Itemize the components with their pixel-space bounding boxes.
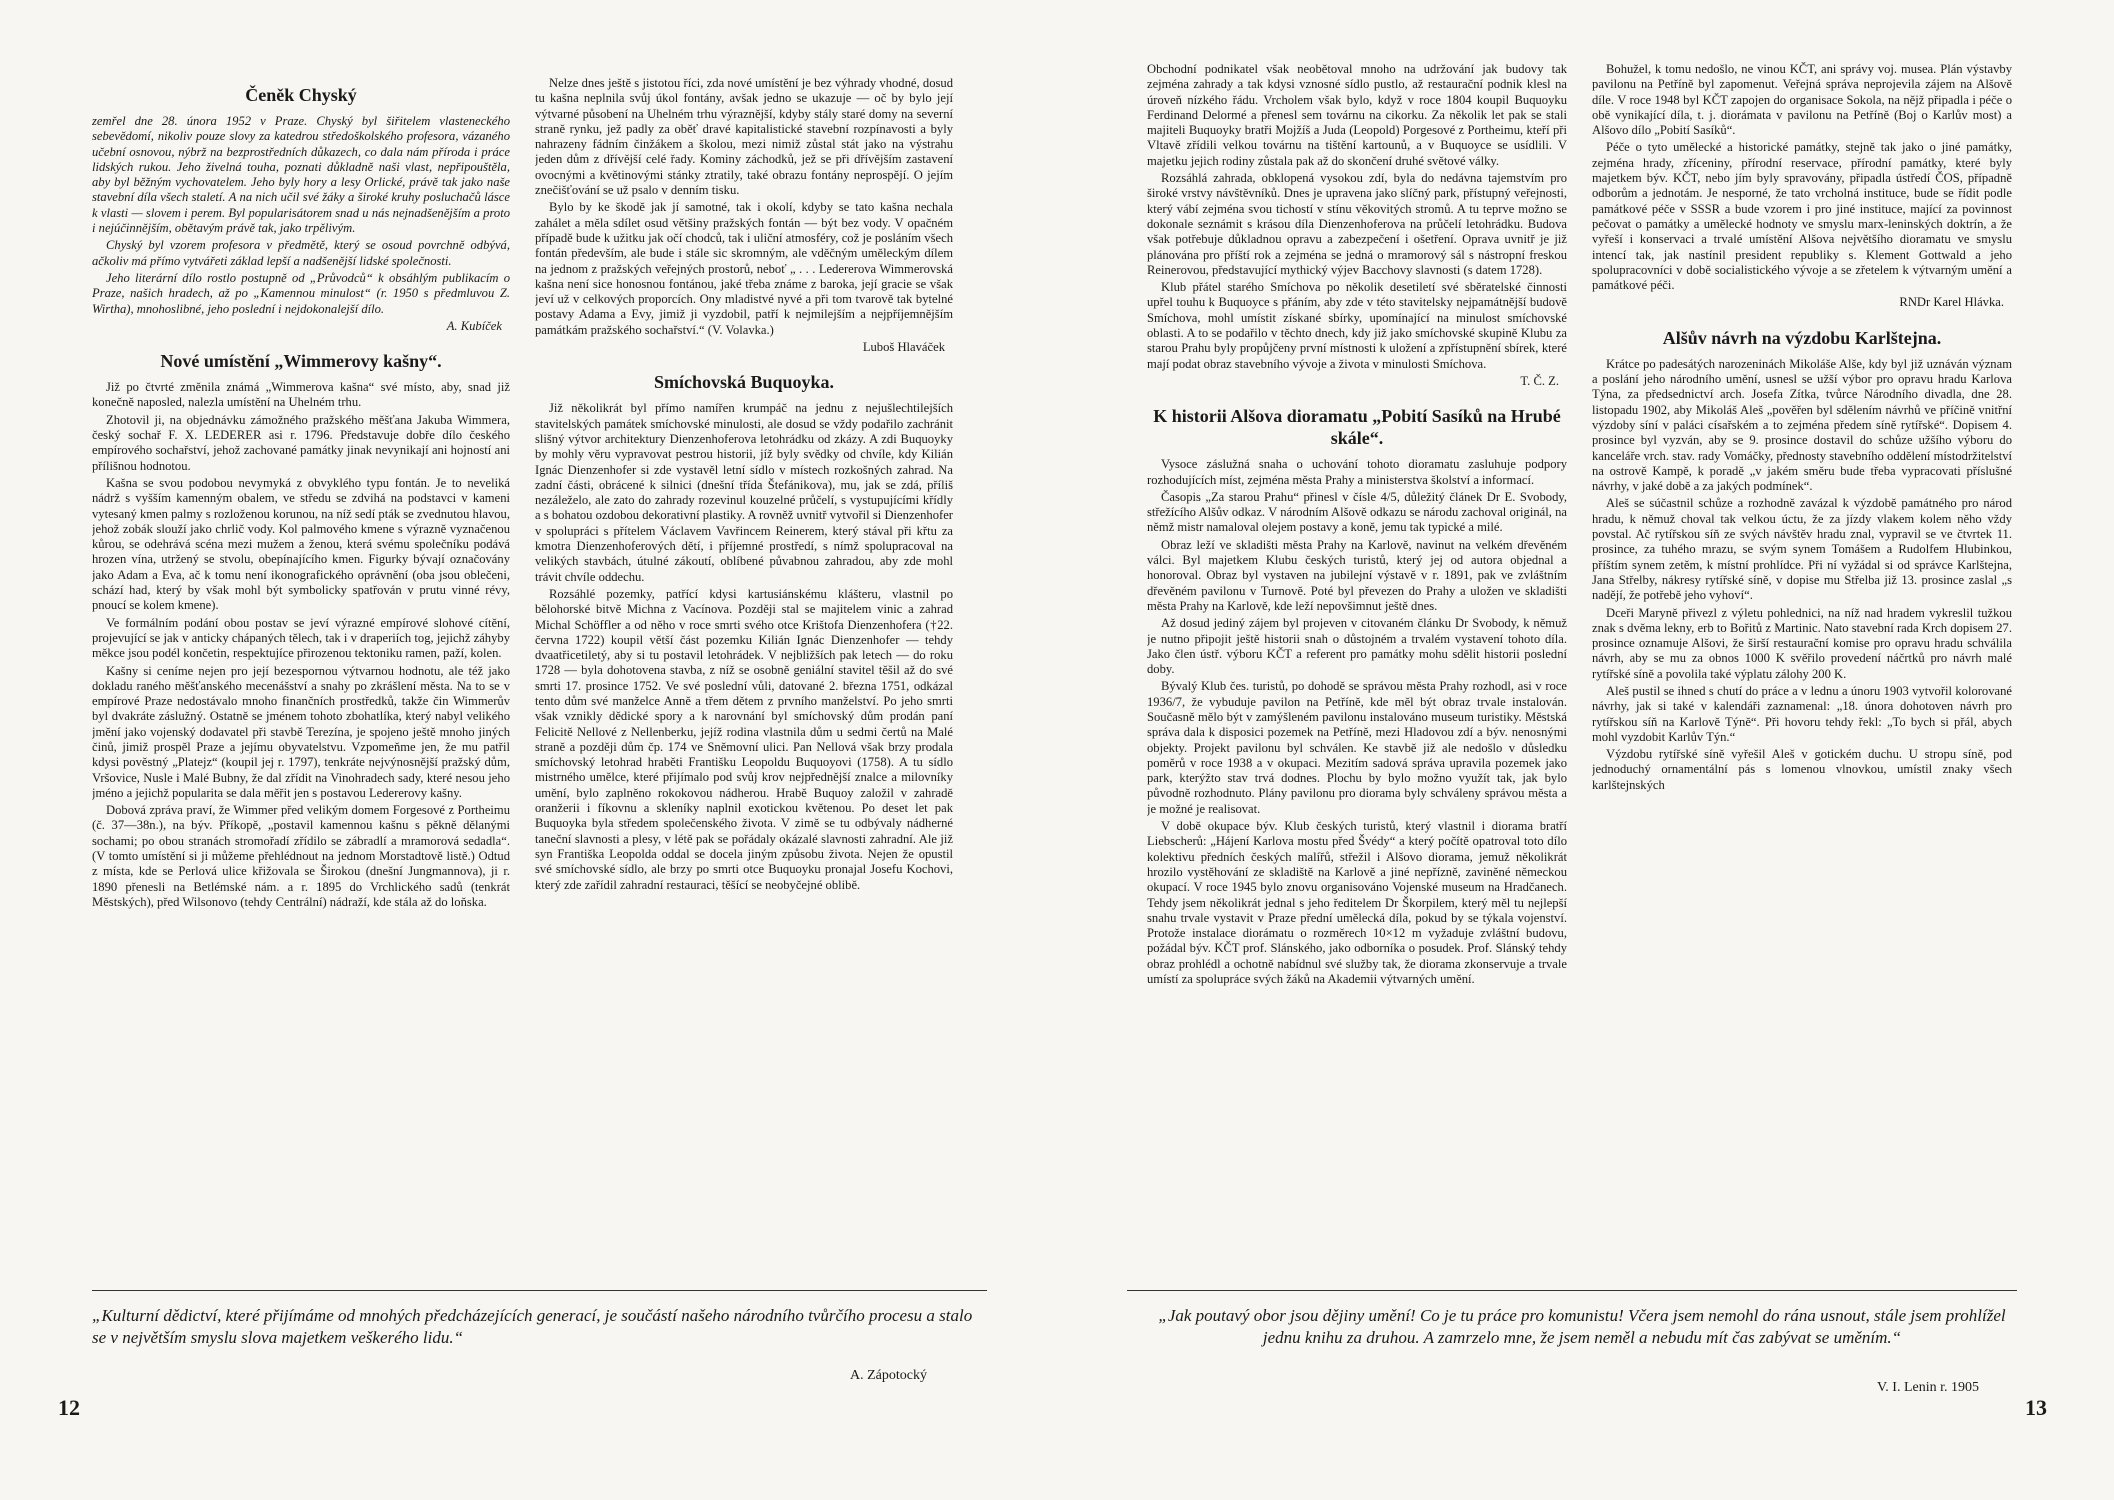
page-number: 12 bbox=[58, 1395, 80, 1420]
karlstejn-paragraph: Dceři Maryně přivezl z výletu pohlednici, na níž nad hradem vykreslil tužkou znak s dvěma lekny, erb to Bořitů z Martinic. Nato stavební rada Krch dopisem 27. prosince oznamuje Alšovi, že širší restaurační komise pro opravu hradu schválila návrh, aby se mu za obnos 1000 K svěřilo provedení náčrtků pro návrh malé rytířské síně a povolila také výplatu zálohy 200 K. bbox=[1592, 605, 2012, 681]
chysky-paragraph: Chyský byl vzorem profesora v předmětě, který se osoud povrchně odbývá, ačkoliv má přímo vytvářeti základ lepší a nadšenější lidské společnosti. bbox=[92, 238, 510, 268]
right-column-1 bbox=[1147, 62, 1567, 1292]
diorama-paragraph: Časopis „Za starou Prahu“ přinesl v čísle 4/5, důležitý článek Dr E. Svobody, střežícího Alšův odkaz. V národním Alšově odkazu se národu zachoval originál, na němž mistr namaloval olejem postavy a koně, jemu tak typické a milé. bbox=[1147, 489, 1567, 535]
wimmer-paragraph: Kašny si ceníme nejen pro její bezespornou výtvarnou hodnotu, ale též jako dokladu raného měšťanského mecenášství a snahy po zkrášlení města. Na to se v empírové Praze nedostávalo mnoho finančních prostředků, takže čin Wimmerův byl dvakráte záslužný. Ostatně se jménem tohoto zbohatlíka, který nabyl velikého jmění jako vojenský dodavatel při stavbě Terezína, je spojeno ještě mnoho jiných činů, jimiž prospěl Praze a jejímu obyvatelstvu. Vzpomeňme jen, že mu patřil kdysi pověstný „Platejz“ (koupil jej r. 1797), tenkráte nejvýnosnější pražský dům, Vršovice, Nusle i Malé Bubny, že dal zřídit na Vinohradech sady, které nesou jeho jméno a jejichž popularita se dala měřit jen s postavou Ledererovy kašny. bbox=[92, 663, 510, 800]
article-title-buquoyka: Smíchovská Buquoyka. bbox=[653, 372, 835, 393]
buquoyka-author: T. Č. Z. bbox=[1520, 373, 1559, 388]
left-column-2 bbox=[535, 62, 953, 1292]
diorama-paragraph: Obraz leží ve skladišti města Prahy na Karlově, navinut na velkém dřevěném válci. Byl majetkem Klubu českých turistů, který jej od autora objednal a honoroval. Obraz byl vystaven na jubilejní výstavě v r. 1891, pak ve zvláštním dřevěném pavilonu v Turnově. Poté byl převezen do Prahy a uložen ve skladišti města Prahy na Karlově, kde leží nepovšimnut ještě dnes. bbox=[1147, 537, 1567, 613]
buquoyka-paragraph: Již několikrát byl přímo namířen krumpáč na jednu z nejušlechtilejších stavitelských památek smíchovské minulosti, ale dosud se vždy podařilo zachránit slišný výtvor architektury Dienzenhoferova letohrádku od zkázy. A zdi Buquoyky by mohly věru vypravovat pestrou historii, jíž byly svědky od chvíle, kdy Kilián Ignác Dienzenhofer si zde vystavěl letní sídlo v místech rozkošných zahrad. Na zadní části, obrácené k silnici (dnešní třída Štefánikova), mu, jak se zdá, příliš nezáleželo, ale zato do zahrady rozevinul kouzelné průčelí, s vystupujícími křídly a s bohatou ozdobou dekorativní plastiky. A rovněž uvnitř vytvořil si Dienzenhofer v spolupráci s přítelem Václavem Vavřincem Reinerem, který stával při křtu za kmotra Dienzenhoferových dětí, i příjemné prostředí, s nímž spolupracoval na velikých stavbách, útulné zákoutí, oblíbené půvabnou zahradou, aby zde mohl trávit chvíle oddechu. bbox=[535, 401, 953, 584]
chysky-paragraph: zemřel dne 28. února 1952 v Praze. Chyský byl šiřitelem vlasteneckého sebevědomí, nikoliv pouze slovy za katedrou středoškolského profesora, vázaného učební osnovou, nýbrž na bezprostředních důkazech, co dala nám příroda i práce lidských rukou. Jeho živelná touha, poznati důkladně naši vlast, nepřipouštěla, aby byl běžným vychovatelem. Jeho byly hory a lesy Orlické, právě tak jako naše stavební díla všech staletí. A na nich učil své žáky a široké kruhy posluchačů lásce k vlasti — slovem i perem. Byl popularisátorem snad u nás nejnadšenějším a proto i nejúčinnějším, obětavým právě tak, jako trpělivým. bbox=[92, 114, 510, 236]
wimmer-paragraph: Bylo by ke škodě jak jí samotné, tak i okolí, kdyby se tato kašna nechala zahálet a měla sdílet osud většiny pražských fontán — být bez vody. V opačném případě bude k užitku jak očí chodců, tak i uliční atmosféry, což je posláním všech fontán především, ale bude i stále sic skromným, ale vděčným uměleckým dílem na jednom z pražských veřejných prostorů, neboť „ . . . Ledererova Wimmerovská kašna není sice honosnou fontánou, jaké třeba známe z baroka, její gracie se však jeví už v celkových proporcích. Ony mladistvé nyvé a při tom tvarově tak bytelné postavy Adama a Evy, jimiž ji vyzdobil, patří k nejmilejším a nejpříjemnějším památkám pražského sochařství.“ (V. Volavka.) bbox=[535, 200, 953, 337]
quote-divider bbox=[92, 1290, 987, 1291]
article-title-karlstejn: Alšův návrh na výzdobu Karlštejna. bbox=[1662, 327, 1942, 348]
wimmer-author: Luboš Hlaváček bbox=[862, 340, 945, 355]
right-page bbox=[1057, 0, 2114, 1500]
article-title-chysky: Čeněk Chyský bbox=[245, 85, 357, 105]
quote-divider bbox=[1127, 1290, 2017, 1291]
right-column-2 bbox=[1592, 62, 2012, 1292]
quote-author-zapotocky: A. Zápotocký bbox=[850, 1368, 927, 1383]
buquoyka-paragraph: Rozsáhlé pozemky, patřící kdysi kartusiánskému klášteru, vlastnil po bělohorské bitvě Michna z Vacínova. Později stal se majitelem vinic a zahrad Michal Schöffler a od něho v roce smrti svého otce Krištofa Dienzenhofera (†22. června 1722) koupil větší část pozemku Kilián Ignác Dienzenhofer — tehdy dvaatřicetiletý, aby si tu postavil letohrádek. V nejbližších pak letech — do roku 1728 — byla dohotovena stavba, z níž se osobně geniální stavitel těšil až do své smrti 17. prosince 1752. Ve své poslední vůli, datované 2. března 1751, odkázal tento dům své manželce Anně a třem dětem z prvního manželství. Po jeho smrti však vznikly dědické spory a k narovnání byl smíchovský dům prodán paní Felicitě Nellové z Nellenberku, jejíž rodina vlastnila dům u sedmi čertů na Malé straně a později dům čp. 174 ve Sněmovní ulici. Pan Nellová však brzy prodala smíchovský letohrad hraběti Františku Leopoldu Buquoyovi (1758). A tu sídlo mistrného umělce, které přijímalo pod svůj krov nejpřednější znalce a milovníky umění, bylo zaplněno rokokovou nádherou. Hrabě Buquoy založil v zahradě oranžerii i fíkovnu a skleníky naplnil exotickou květenou. Po deset let pak Buquoyka byla středem společenského života. V zimě se tu odbývaly nádherné taneční slavnosti a plesy, v létě pak se pořádaly okázalé slavnosti zahradní. Ale již syn Františka Leopolda oddal se docela jiným způsobu života. Nejen že opustil své smíchovské sídlo, ale brzy po smrti otce Buquoyku pronajal Josefu Kochovi, který zde zařídil zahradní restauraci, těšící se neobyčejné oblibě. bbox=[535, 586, 953, 892]
article-title-diorama: K historii Alšova dioramatu „Pobití Sasíků na Hrubé skále“. bbox=[1153, 406, 1561, 449]
wimmer-paragraph: Dobová zpráva praví, že Wimmer před velikým domem Forgesové z Portheimu (č. 37—38n.), na býv. Příkopě, „postavil kamennou kašnu s pěkně dělanými sochami; po obou stranách stromořadí zřídilo se zábradlí a mramorová sedadla“. (V tomto umístění si ji můžeme přehlédnout na jednom Morstadtově listě.) Odtud z místa, kde se Perlová ulice křižovala se Širokou (dnešní Jungmannova), ji r. 1890 přenesli na Betlémské nám. a r. 1895 do Vrchlického sadů (tenkrát Městských), před Wilsonovo (tehdy Centrální) nádraží, kde stála až do loňska. bbox=[92, 803, 510, 909]
article-title-wimmer: Nové umístění „Wimmerovy kašny“. bbox=[160, 351, 442, 372]
karlstejn-paragraph: Aleš se súčastnil schůze a rozhodně zavázal k výzdobě památného pro národ hradu, k němuž choval tak velkou úctu, že za jízdy vlakem kolem něho vždy povstal. Ač rytířskou síň ze svých návštěv hradu znal, vypravil se ve čtvrtek 11. prosince, za tuhého mrazu, se svým synem Tomášem a Rudolfem Hlubinkou, příštím synem zetěm, k místní prohlídce. Při ní vyžádal si od správce Karlštejna, Jana Střelby, nákresy rytířské síně, v dopise mu Střelba již 13. prosince zaslal „s nadějí, že potřebě jeho vyhoví“. bbox=[1592, 496, 2012, 603]
diorama-paragraph: V době okupace býv. Klub českých turistů, který vlastnil i diorama bratří Liebscherů: „Hájení Karlova mostu před Švédy“ a který počítě opatroval toto dílo kolektivu předních českých malířů, střežil i Alšovo diorama, jemuž několikrát hrozilo vystěhování ze skladiště na Karlově a jiné nepřízně, zaviněné německou okupací. V roce 1945 bylo znovu organisováno Vojenské museum na Hradčanech. Tehdy jsem několikrát jednal s jeho ředitelem Dr Škorpilem, který měl tu nejlepší snahu trvale vystavit v Praze přední umělecká díla, pokud by se týkala vojenství. Protože instalace diorámatu o rozměrech 10×12 m vyžaduje zvláštní budovu, požádal býv. KČT prof. Slánského, jako odborníka o posudek. Prof. Slánský tehdy obraz prohlédl a ochotně nabídnul své služby tak, že diorama zkonservuje a trvale umístí za spolupráce svých žáků na Akademii výtvarných umění. bbox=[1147, 819, 1567, 987]
diorama-paragraph: Až dosud jediný zájem byl projeven v citovaném článku Dr Svobody, k němuž je nutno připojit ještě historii snah o důstojném a trvalém vystavení tohoto díla. Jako člen ústř. výboru KČT a referent pro památky mohu sdělit historii poslední doby. bbox=[1147, 616, 1567, 677]
wimmer-paragraph: Ve formálním podání obou postav se jeví výrazné empírové slohové cítění, projevující se jak v anticky chápaných tělech, tak i v draperiích tog, jejichž záhyby měkce jsou podél končetin, respektujíce přirozenou tektoniku ramen, paží, kolen. bbox=[92, 615, 510, 661]
wimmer-paragraph: Již po čtvrté změnila známá „Wimmerova kašna“ své místo, aby, snad již konečně naposled, nalezla umístění na Uhelném trhu. bbox=[92, 380, 510, 410]
diorama-paragraph: Bohužel, k tomu nedošlo, ne vinou KČT, ani správy voj. musea. Plán výstavby pavilonu na Petříně byl zapomenut. Veřejná správa neprojevila zájem na Alšově díle. V roce 1948 byl KČT zapojen do organisace Sokola, na nějž připadla i péče o obě vynikající díla, t. j. diorámata v pavilonu na Petříně (Boj o Karlův most) a Alšovo dílo „Pobití Sasíků“. bbox=[1592, 62, 2012, 138]
diorama-paragraph: Péče o tyto umělecké a historické památky, stejně tak jako o jiné památky, zejména hrady, zříceniny, přírodní reservace, přírodní památky, které byly majetkem býv. KČT, nebo jím byly spravovány, připadla ústředí ČOS, případně odborům a jednotám. Je nesporné, že tato vrcholná instituce, bude se řídit podle památkové péče v SSSR a bude vzorem i pro jiné instituce, mající za povinnost pečovat o památky a umělecké hodnoty ve smyslu marx-leninských doktrín, a že vyřeší i konservaci a trvalé umístění Alšova největšího dioramatu ve smyslu intencí tak, jak nastínil president republiky s. Klement Gottwald a jeho spolupracovníci v době socialistického vývoje a se zřetelem k výtvarným umění a památkové péči. bbox=[1592, 140, 2012, 293]
chysky-paragraph: Jeho literární dílo rostlo postupně od „Průvodců“ k obsáhlým publikacím o Praze, našich hradech, až po „Kamennou minulost“ (r. 1950 s předmluvou Z. Wirtha), mnohoslibné, jeho poslední i nejdokonalejší dílo. bbox=[92, 270, 510, 316]
diorama-paragraph: Bývalý Klub čes. turistů, po dohodě se správou města Prahy rozhodl, asi v roce 1936/7, že vybuduje pavilon na Petříně, kde měl být obraz trvale instalován. Současně mělo být v zamýšleném pavilonu instalováno museum turistiky. Městská správa dala k disposici pozemek na Petříně, mezi Hladovou zdí a býv. nenosnými objekty. Projekt pavilonu byl schválen. Ke stavbě již ale nedošlo v důsledku poměrů v roce 1938 a v okupaci. Mezitím sadová správa upravila pozemek jako park, kterýžto stav trvá dodnes. Plochu by bylo možno využít tak, jak bylo původně rozhodnuto. Plány pavilonu pro diorama byly schváleny správou města a je možné je realisovat. bbox=[1147, 679, 1567, 816]
quote-author-lenin: V. I. Lenin r. 1905 bbox=[1877, 1380, 1980, 1395]
wimmer-paragraph: Nelze dnes ještě s jistotou říci, zda nové umístění je bez výhrady vhodné, dosud tu kašna neplnila svůj úkol fontány, avšak jedno se ukazuje — oč by bylo její výtvarné působení na Uhelném trhu výraznější, kdyby stály staré domy na severní straně rynku, jež padly za oběť dravé kapitalistické stavební rozpínavosti a byly nahrazeny fádním činžákem a školou, mezi nimiž zůstal stát jako na výstrahu jeden dům z dřívější celé řady. Kominy záchodků, jež se při dřívějším zastavení ovocnými a květinovými stánky ztratily, také obrazu fontány neprospějí. O jejím znečišťování se už psalo v denním tisku. bbox=[535, 76, 953, 198]
page-number: 13 bbox=[2025, 1395, 2047, 1420]
buquoyka-paragraph: Klub přátel starého Smíchova po několik desetiletí své sběratelské činnosti upřel touhu k Buquoyce s přáním, aby zde v této stavitelsky nejpamátnější budově Smíchova, mohl umístit získané sbírky, upomínající na minulost smíchovské oblasti. A to se podařilo v těchto dnech, kdy již jako smíchovské skupině Klubu za starou Prahu byly propůjčeny první místnosti k uložení a zpřístupnění sbírek, které mají podat obraz stavebního vývoje a života v minulosti Smíchova. bbox=[1147, 280, 1567, 371]
diorama-paragraph: Vysoce záslužná snaha o uchování tohoto dioramatu zasluhuje podpory rozhodujících míst, zejména města Prahy a ministerstva školství a informací. bbox=[1147, 457, 1567, 487]
wimmer-paragraph: Kašna se svou podobou nevymyká z obvyklého typu fontán. Je to neveliká nádrž s vyšším kamenným obalem, ve středu se zdvihá na podstavci v kameni vytesaný kmen palmy s rozloženou korunou, na níž sedí pták se zvednutou hlavou, jehož zobák slouží jako chrlič vody. Kol palmového kmene s výrazně vyznačenou kůrou, se odehrává scéna mezi mužem a ženou, která svému společníku podává hrozen vína, utržený se stvolu, obepínajícího kmen. Figurky bývají označovány jako Adam a Eva, ač k tomu není ikonografického oprávnění (oba jsou oblečeni, schází had, který by však mohl být symbolicky spatřován v prutu vinné révy, pnoucí se kolem kmene). bbox=[92, 475, 510, 613]
left-column-1 bbox=[92, 62, 510, 1292]
buquoyka-paragraph: Obchodní podnikatel však neobětoval mnoho na udržování jak budovy tak zejména zahrady a tak kdysi vznosné sídlo pustlo, až restaurační podnik klesl na úroveň nízkého řádu. Vrcholem však bylo, když v roce 1804 koupil Buquoyku Ferdinand Delormé a přenesl sem továrnu na cikorku. Za několik let pak se stali majiteli Buquoyky bratři Mojžíš a Juda (Leopold) Porgesové z Portheimu, kteří při Vltavě zřídili velkou továrnu na tištění kartounů, a v Buquoyce se usídlili. V majetku jejich rodiny zůstala pak až do skončení druhé světové války. bbox=[1147, 62, 1567, 168]
karlstejn-paragraph: Výzdobu rytířské síně vyřešil Aleš v gotickém duchu. U stropu síně, pod jednoduchý ornamentální pás s lomenou vlnovkou, umístil znaky všech karlštejnských bbox=[1592, 747, 2012, 792]
karlstejn-paragraph: Krátce po padesátých narozeninách Mikoláše Alše, kdy byl již uznáván význam a poslání jeho národního umění, usnesl se užší výbor pro opravu hradu Karlova Týna, za předsednictví arch. Josefa Zítka, tvůrce Národního divadla, dne 28. listopadu 1902, aby Mikoláš Aleš „pověřen byl sdělením návrhů ve příčině vnitřní výzdoby síní v paláci císařském a to zejména předem síně rytířské“. Dopisem 4. prosince byl vyzván, aby se 9. prosince dostavil do schůze užšího výboru do kanceláře vrch. stav. rady Vomáčky, přednosty stavebního oddělení místodržitelství na ostrově Kampě, k poradě „v jakém směru bude třeba vypracovati příslušné návrhy, v jaké době a za jakých podmínek“. bbox=[1592, 356, 2012, 494]
quote-lenin: „Jak poutavý obor jsou dějiny umění! Co je tu práce pro komunistu! Včera jsem nemohl do rána usnout, stále jsem prohlížel jednu knihu za druhou. A zamrzelo mne, že jsem neměl a nebudu mít čas zabývat se uměním.“ bbox=[1158, 1306, 2006, 1347]
buquoyka-paragraph: Rozsáhlá zahrada, obklopená vysokou zdí, byla do nedávna tajemstvím pro široké vrstvy návštěvníků. Dnes je upravena jako slíčný park, přístupný veřejnosti, který vábí zejména svou tichostí v stínu věkovitých stromů. A tu teprve možno se dokonale seznámit s krásou díla Dienzenhoferova na průčelí letohrádku. Budova však potřebuje důkladnou opravu a zabezpečení i ošetření. Oprava uvnitř je již plánována pro příští rok a zejména se jedná o mramorový sál s nástropní freskou Reinerovou, představující mythický výjev Bacchovy slavnosti (s datem 1728). bbox=[1147, 171, 1567, 277]
karlstejn-paragraph: Aleš pustil se ihned s chutí do práce a v lednu a únoru 1903 vytvořil kolorované návrhy, jak si také v kalendáři zaznamenal: „18. února dohotoven návrh pro rytířskou síň na Karlově Týně“. Při hovoru tehdy řekl: „To bych si přál, abych mohl vyzdobit Karlův Týn.“ bbox=[1592, 683, 2012, 744]
wimmer-paragraph: Zhotovil ji, na objednávku zámožného pražského měšťana Jakuba Wimmera, český sochař F. X. LEDERER asi r. 1796. Představuje dobře dílo českého empírového sochařství, jehož zachované památky jinak nevynikají ani hojností ani přílišnou hodnotou. bbox=[92, 412, 510, 473]
quote-zapotocky: „Kulturní dědictví, které přijímáme od mnohých předcházejících generací, je součástí našeho národního tvůrčího procesu a stalo se v největším smyslu slova majetkem veškerého lidu.“ bbox=[92, 1306, 973, 1347]
chysky-author: A. Kubíček bbox=[446, 318, 502, 333]
diorama-author: RNDr Karel Hlávka. bbox=[1899, 295, 2004, 310]
